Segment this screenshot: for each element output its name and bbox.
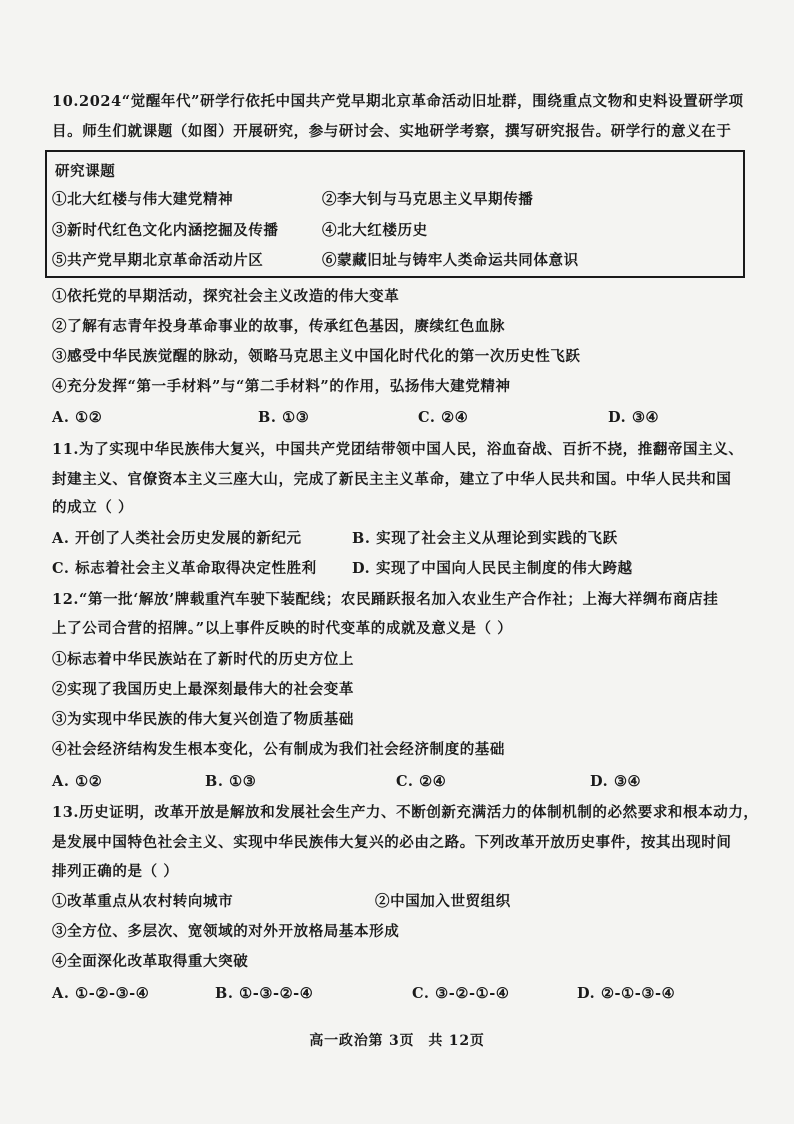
q13-option-b: B. ①-③-②-④ <box>215 985 314 1002</box>
q13-stem-line-2: 是发展中国特色社会主义、实现中华民族伟大复兴的必由之路。下列改革开放历史事件，按其出现时间 <box>52 834 732 851</box>
q10-statement-4: ④充分发挥“第一手材料”与“第二手材料”的作用，弘扬伟大建党精神 <box>52 378 511 395</box>
q10-statement-2: ②了解有志青年投身革命事业的故事，传承红色基因，赓续红色血脉 <box>52 318 505 335</box>
q13-statement-1: ①改革重点从农村转向城市 <box>52 893 234 910</box>
q11-stem-line-1: 11.为了实现中华民族伟大复兴，中国共产党团结带领中国人民，浴血奋战、百折不挠，推翻帝国主义、 <box>52 441 744 458</box>
q12-statement-4: ④社会经济结构发生根本变化，公有制成为我们社会经济制度的基础 <box>52 741 505 758</box>
q11-stem-line-3: 的成立（ ） <box>52 499 134 516</box>
q12-option-b: B. ①③ <box>205 773 257 790</box>
q10-statement-3: ③感受中华民族觉醒的脉动，领略马克思主义中国化时代化的第一次历史性飞跃 <box>52 348 581 365</box>
total-pages-label: 共 12页 <box>428 1033 485 1049</box>
q10-option-b: B. ①③ <box>258 409 310 426</box>
q11-option-d: D. 实现了中国向人民民主制度的伟大跨越 <box>352 560 633 577</box>
q12-stem-line-2: 上了公司合营的招牌。”以上事件反映的时代变革的成就及意义是（ ） <box>52 620 513 637</box>
q11-option-b: B. 实现了社会主义从理论到实践的飞跃 <box>352 530 618 547</box>
q10-statement-1: ①依托党的早期活动，探究社会主义改造的伟大变革 <box>52 288 400 305</box>
q13-option-c: C. ③-②-①-④ <box>412 985 510 1002</box>
q10-option-a: A. ①② <box>52 409 103 426</box>
research-topic-2: ②李大钊与马克思主义早期传播 <box>322 191 534 208</box>
q12-option-d: D. ③④ <box>590 773 642 790</box>
q13-option-d: D. ②-①-③-④ <box>577 985 676 1002</box>
q10-option-d: D. ③④ <box>608 409 660 426</box>
research-topics-box <box>45 150 745 278</box>
research-topic-1: ①北大红楼与伟大建党精神 <box>52 191 234 208</box>
q13-option-a: A. ①-②-③-④ <box>52 985 150 1002</box>
page-footer <box>0 1030 794 1050</box>
research-topics-title: 研究课题 <box>55 163 116 180</box>
research-topic-5: ⑤共产党早期北京革命活动片区 <box>52 252 264 269</box>
research-topic-4: ④北大红楼历史 <box>322 222 428 239</box>
q10-option-c: C. ②④ <box>418 409 469 426</box>
research-topic-3: ③新时代红色文化内涵挖掘及传播 <box>52 222 279 239</box>
q12-statement-3: ③为实现中华民族的伟大复兴创造了物质基础 <box>52 711 354 728</box>
q11-stem-line-2: 封建主义、官僚资本主义三座大山，完成了新民主主义革命，建立了中华人民共和国。中华人民共和国 <box>52 471 732 488</box>
q12-option-a: A. ①② <box>52 773 103 790</box>
q13-statement-4: ④全面深化改革取得重大突破 <box>52 953 249 970</box>
q13-stem-line-1: 13.历史证明，改革开放是解放和发展社会生产力、不断创新充满活力的体制机制的必然要求和根本动力， <box>52 804 759 821</box>
q11-option-a: A. 开创了人类社会历史发展的新纪元 <box>52 530 302 547</box>
q13-statement-2: ②中国加入世贸组织 <box>375 893 511 910</box>
q12-statement-1: ①标志着中华民族站在了新时代的历史方位上 <box>52 651 354 668</box>
q12-option-c: C. ②④ <box>396 773 447 790</box>
q10-stem-line-1: 10.2024“觉醒年代”研学行依托中国共产党早期北京革命活动旧址群，围绕重点文物和史料设置研学项 <box>52 93 744 110</box>
q12-statement-2: ②实现了我国历史上最深刻最伟大的社会变革 <box>52 681 354 698</box>
q10-stem-line-2: 目。师生们就课题（如图）开展研究，参与研讨会、实地研学考察，撰写研究报告。研学行的意义在于 <box>52 123 732 140</box>
q13-statement-3: ③全方位、多层次、宽领域的对外开放格局基本形成 <box>52 923 400 940</box>
q12-stem-line-1: 12.“第一批‘解放’牌载重汽车驶下装配线；农民踊跃报名加入农业生产合作社；上海大祥绸布商店挂 <box>52 591 719 608</box>
q13-stem-line-3: 排列正确的是（ ） <box>52 863 179 880</box>
page-number-label: 高一政治第 3页 <box>309 1033 415 1049</box>
q11-option-c: C. 标志着社会主义革命取得决定性胜利 <box>52 560 317 577</box>
research-topic-6: ⑥蒙藏旧址与铸牢人类命运共同体意识 <box>322 252 579 269</box>
